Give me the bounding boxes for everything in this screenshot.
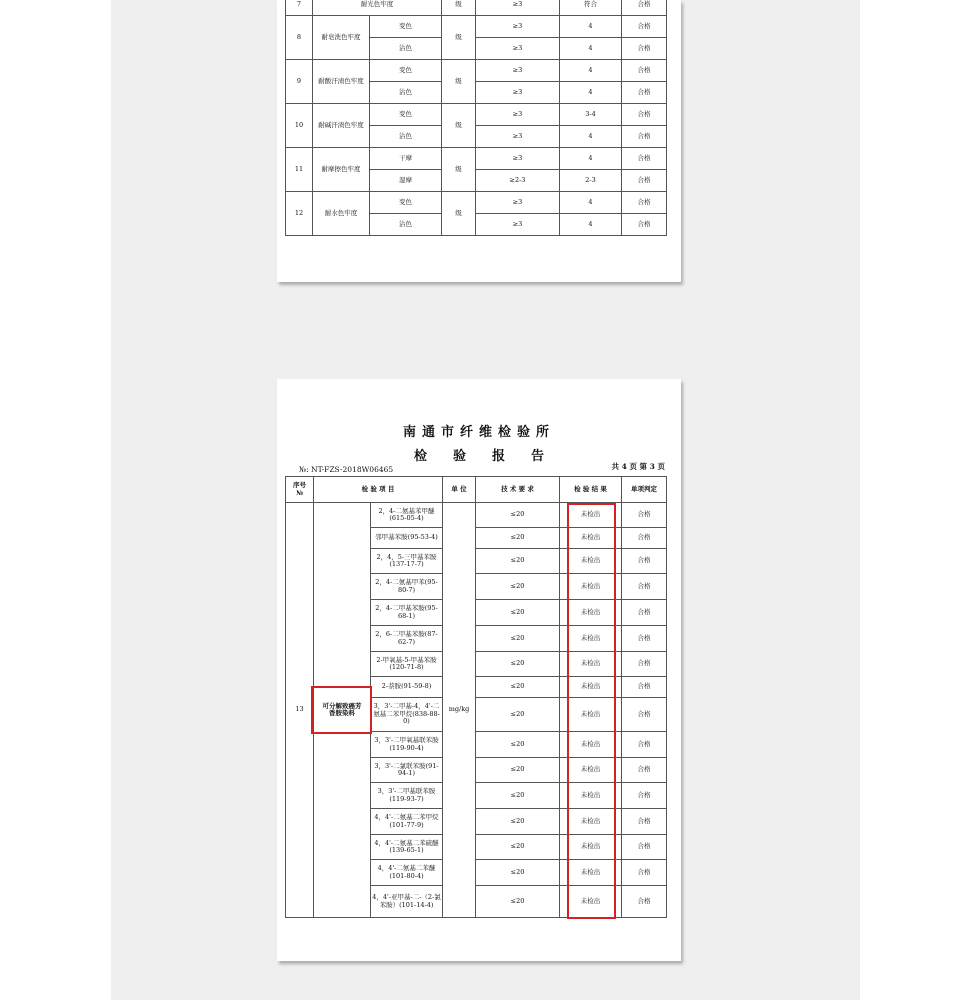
result: 未检出 <box>560 809 622 835</box>
requirement: ≤20 <box>476 677 560 698</box>
table-header-row <box>286 477 667 503</box>
requirement: ≥3 <box>476 82 560 104</box>
row-number: 13 <box>286 503 314 918</box>
requirement: ≥3 <box>476 60 560 82</box>
verdict: 合格 <box>622 60 667 82</box>
verdict: 合格 <box>622 214 667 236</box>
requirement: ≥3 <box>476 16 560 38</box>
verdict: 合格 <box>622 528 667 549</box>
requirement: ≥3 <box>476 126 560 148</box>
unit: 级 <box>442 192 476 236</box>
requirement: ≥3 <box>476 148 560 170</box>
requirement: ≤20 <box>476 835 560 860</box>
result: 未检出 <box>560 732 622 758</box>
result: 未检出 <box>560 574 622 600</box>
item-name: 耐摩擦色牢度 <box>313 148 370 192</box>
result: 未检出 <box>560 503 622 528</box>
unit: 级 <box>442 0 476 16</box>
unit: 级 <box>442 60 476 104</box>
requirement: ≤20 <box>476 860 560 886</box>
item-name: 耐碱汗渍色牢度 <box>313 104 370 148</box>
item-name: 2-萘胺(91-59-8) <box>371 677 443 698</box>
result: 未检出 <box>560 860 622 886</box>
result: 未检出 <box>560 652 622 677</box>
item-name: 耐酸汗渍色牢度 <box>313 60 370 104</box>
sub-item: 变色 <box>370 16 442 38</box>
requirement: ≤20 <box>476 758 560 783</box>
report-institution-title: 南通市纤维检验所 <box>402 425 555 440</box>
verdict: 合格 <box>622 732 667 758</box>
requirement: ≤20 <box>476 626 560 652</box>
verdict: 合格 <box>622 886 667 918</box>
colorfastness-table <box>285 0 667 236</box>
verdict: 合格 <box>622 783 667 809</box>
verdict: 合格 <box>622 0 667 16</box>
verdict: 合格 <box>622 600 667 626</box>
requirement: ≤20 <box>476 732 560 758</box>
requirement: ≤20 <box>476 783 560 809</box>
verdict: 合格 <box>622 104 667 126</box>
report-page-3 <box>277 379 681 961</box>
verdict: 合格 <box>622 503 667 528</box>
verdict: 合格 <box>622 698 667 732</box>
verdict: 合格 <box>622 126 667 148</box>
requirement: ≥3 <box>476 192 560 214</box>
page-counter: 共 4 页 第 3 页 <box>611 462 665 471</box>
report-number: №: NT-FZS-2018W06465 <box>299 465 394 474</box>
row-number: 8 <box>286 16 313 60</box>
item-name: 耐光色牢度 <box>313 0 442 16</box>
verdict: 合格 <box>622 835 667 860</box>
result: 未检出 <box>560 528 622 549</box>
sub-item: 沾色 <box>370 214 442 236</box>
requirement: ≤20 <box>476 528 560 549</box>
verdict: 合格 <box>622 758 667 783</box>
result: 4 <box>560 60 622 82</box>
result: 未检出 <box>560 886 622 918</box>
requirement: ≤20 <box>476 503 560 528</box>
requirement: ≤20 <box>476 600 560 626</box>
row-number: 9 <box>286 60 313 104</box>
item-name: 2，4-二氨基甲苯(95-80-7) <box>371 574 443 600</box>
item-name: 4，4'-亚甲基-二-（2-氯苯胺）(101-14-4) <box>371 886 443 918</box>
category-highlight-box <box>311 686 372 734</box>
table-row <box>286 60 667 82</box>
result: 4 <box>560 126 622 148</box>
item-name: 耐皂洗色牢度 <box>313 16 370 60</box>
result: 未检出 <box>560 835 622 860</box>
sub-item: 沾色 <box>370 126 442 148</box>
result: 符合 <box>560 0 622 16</box>
row-number: 7 <box>286 0 313 16</box>
result: 未检出 <box>560 698 622 732</box>
result-highlight-box <box>567 503 616 919</box>
table-row <box>286 104 667 126</box>
result: 未检出 <box>560 626 622 652</box>
requirement: ≥3 <box>476 38 560 60</box>
sub-item: 变色 <box>370 192 442 214</box>
verdict: 合格 <box>622 192 667 214</box>
item-name: 4，4'-二氨基二苯硫醚(139-65-1) <box>371 835 443 860</box>
verdict: 合格 <box>622 677 667 698</box>
requirement: ≤20 <box>476 652 560 677</box>
item-name: 4，4'-二氨基二苯甲烷(101-77-9) <box>371 809 443 835</box>
unit: 级 <box>442 148 476 192</box>
item-name: 4，4'-二氨基二苯醚(101-80-4) <box>371 860 443 886</box>
table-row <box>286 192 667 214</box>
verdict: 合格 <box>622 860 667 886</box>
verdict: 合格 <box>622 16 667 38</box>
item-name: 2，4-二甲基苯胺(95-68-1) <box>371 600 443 626</box>
header-requirement: 技 术 要 求 <box>476 477 560 503</box>
result: 4 <box>560 16 622 38</box>
item-name: 邻甲基苯胺(95-53-4) <box>371 528 443 549</box>
item-name: 3，3'-二甲基-4，4'-二氨基二苯甲烷(838-88-0) <box>371 698 443 732</box>
requirement: ≥3 <box>476 104 560 126</box>
item-name: 3，3'-二甲基联苯胺(119-93-7) <box>371 783 443 809</box>
verdict: 合格 <box>622 38 667 60</box>
result: 未检出 <box>560 677 622 698</box>
verdict: 合格 <box>622 148 667 170</box>
requirement: ≤20 <box>476 698 560 732</box>
item-name: 2，4-二氨基苯甲醚(615-05-4) <box>371 503 443 528</box>
header-item: 检 验 项 目 <box>314 477 443 503</box>
requirement: ≤20 <box>476 574 560 600</box>
header-result: 检 验 结 果 <box>560 477 622 503</box>
verdict: 合格 <box>622 809 667 835</box>
result: 未检出 <box>560 758 622 783</box>
verdict: 合格 <box>622 652 667 677</box>
sub-item: 干摩 <box>370 148 442 170</box>
item-name: 2，6-二甲基苯胺(87-62-7) <box>371 626 443 652</box>
result: 未检出 <box>560 549 622 574</box>
report-title: 检验报告 <box>413 449 570 464</box>
header-verdict: 单项判定 <box>622 477 667 503</box>
result: 4 <box>560 148 622 170</box>
verdict: 合格 <box>622 574 667 600</box>
item-name: 3，3'-二氯联苯胺(91-94-1) <box>371 758 443 783</box>
requirement: ≤20 <box>476 549 560 574</box>
result: 4 <box>560 38 622 60</box>
category-name: 可分解致癌芳香胺染料 <box>314 503 371 918</box>
row-number: 10 <box>286 104 313 148</box>
requirement: ≤20 <box>476 886 560 918</box>
header-unit: 单 位 <box>443 477 476 503</box>
table-row <box>286 0 667 16</box>
row-number: 12 <box>286 192 313 236</box>
sub-item: 变色 <box>370 60 442 82</box>
table-row <box>286 16 667 38</box>
report-page-2 <box>277 0 681 282</box>
table-row <box>286 148 667 170</box>
result: 4 <box>560 82 622 104</box>
result: 2-3 <box>560 170 622 192</box>
result: 未检出 <box>560 783 622 809</box>
sub-item: 沾色 <box>370 82 442 104</box>
requirement: ≥3 <box>476 0 560 16</box>
item-name: 3，3'-二甲氧基联苯胺(119-90-4) <box>371 732 443 758</box>
sub-item: 沾色 <box>370 38 442 60</box>
unit: mg/kg <box>443 503 476 918</box>
row-number: 11 <box>286 148 313 192</box>
item-name: 2-甲氧基-5-甲基苯胺(120-71-8) <box>371 652 443 677</box>
verdict: 合格 <box>622 82 667 104</box>
result: 未检出 <box>560 600 622 626</box>
verdict: 合格 <box>622 170 667 192</box>
result: 3-4 <box>560 104 622 126</box>
requirement: ≥2-3 <box>476 170 560 192</box>
verdict: 合格 <box>622 549 667 574</box>
unit: 级 <box>442 16 476 60</box>
item-name: 耐水色牢度 <box>313 192 370 236</box>
sub-item: 湿摩 <box>370 170 442 192</box>
sub-item: 变色 <box>370 104 442 126</box>
unit: 级 <box>442 104 476 148</box>
requirement: ≤20 <box>476 809 560 835</box>
verdict: 合格 <box>622 626 667 652</box>
result: 4 <box>560 192 622 214</box>
header-no: 序号 № <box>286 477 314 503</box>
item-name: 2，4，5-三甲基苯胺(137-17-7) <box>371 549 443 574</box>
requirement: ≥3 <box>476 214 560 236</box>
result: 4 <box>560 214 622 236</box>
